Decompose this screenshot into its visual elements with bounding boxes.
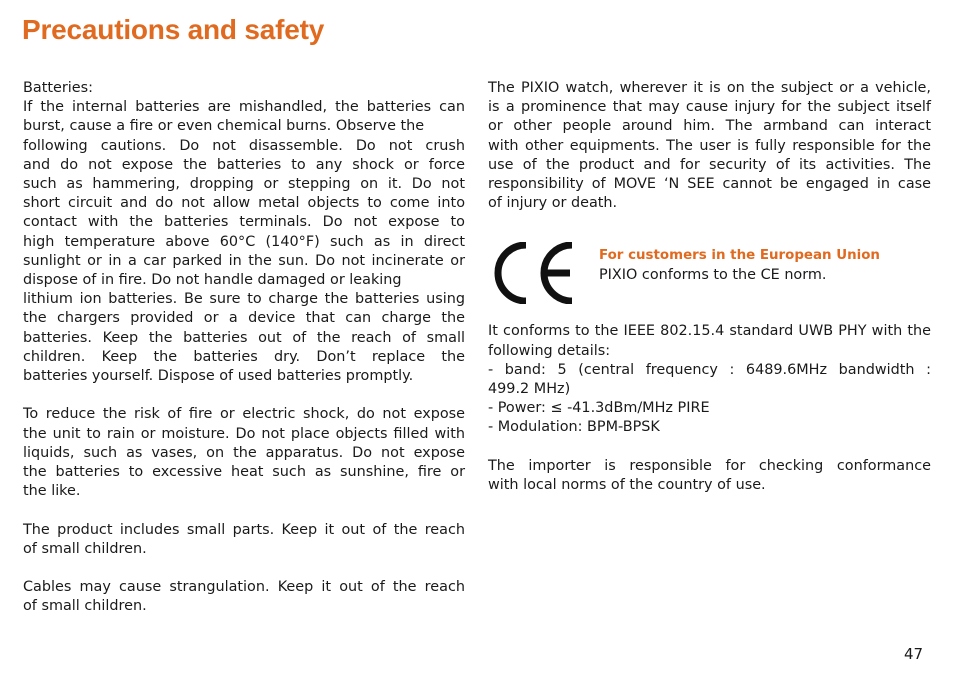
batteries-line: contact with the batteries terminals. Do not expose to: [23, 214, 465, 231]
cables-section: [23, 578, 465, 616]
batteries-line: the chargers provided or a device that can charge the: [23, 310, 465, 327]
ieee-section: [488, 322, 931, 437]
batteries-line: batteries yourself. Dispose of used batteries promptly.: [23, 368, 414, 385]
importer-section: [488, 457, 931, 495]
watch-line: responsibility of MOVE ‘N SEE cannot be engaged in case: [488, 176, 931, 193]
cables-line: Cables may cause strangulation. Keep it out of the reach: [23, 579, 465, 596]
eu-heading: For customers in the European Union: [599, 248, 880, 264]
batteries-line: burst, cause a fire or even chemical burns. Observe the: [23, 118, 425, 135]
watch-line: is a prominence that may cause injury for the subject itself: [488, 99, 931, 116]
watch-line: use of the product and for security of its activities. The: [488, 156, 931, 173]
page-title: Precautions and safety: [22, 14, 325, 45]
batteries-heading: Batteries:: [23, 80, 93, 96]
batteries-line: If the internal batteries are mishandled, the batteries can: [23, 99, 465, 116]
fire-line: the unit to rain or moisture. Do not place objects filled with: [23, 425, 465, 442]
ce-section: [488, 242, 931, 322]
left-column: [23, 79, 465, 636]
ieee-line: 499.2 MHz): [488, 381, 571, 398]
small-parts-line: The product includes small parts. Keep it out of the reach: [23, 521, 465, 538]
fire-line: the batteries to excessive heat such as sunshine, fire or: [23, 464, 465, 481]
page-number: 47: [904, 645, 924, 663]
watch-line: of injury or death.: [488, 195, 618, 212]
ieee-line: following details:: [488, 342, 611, 359]
batteries-line: lithium ion batteries. Be sure to charge the batteries using: [23, 291, 465, 308]
watch-line: with other equipments. The user is fully responsible for the: [488, 137, 931, 154]
fire-line: liquids, such as vases, on the apparatus. Do not expose: [23, 444, 465, 461]
ieee-line: - Power: ≤ -41.3dBm/MHz PIRE: [488, 400, 710, 417]
watch-line: The PIXIO watch, wherever it is on the subject or a vehicle,: [488, 80, 931, 96]
ieee-line: It conforms to the IEEE 802.15.4 standard UWB PHY with the: [488, 323, 931, 340]
ce-text: [599, 246, 880, 284]
batteries-line: children. Keep the batteries dry. Don’t replace the: [23, 348, 465, 365]
ce-mark-icon: [488, 242, 576, 304]
ieee-line: - Modulation: BPM-BPSK: [488, 419, 660, 436]
right-column: [488, 79, 931, 514]
small-parts-section: [23, 521, 465, 559]
watch-line: or other people around him. The armband can interact: [488, 118, 931, 135]
fire-section: [23, 405, 465, 501]
fire-line: To reduce the risk of fire or electric shock, do not expose: [23, 406, 465, 423]
ieee-line: - band: 5 (central frequency : 6489.6MHz bandwidth :: [488, 361, 931, 378]
ce-conformity: PIXIO conforms to the CE norm.: [599, 266, 827, 283]
batteries-line: and do not expose the batteries to any shock or force: [23, 156, 465, 173]
watch-section: [488, 79, 931, 213]
batteries-line: batteries. Keep the batteries out of the reach of small: [23, 329, 465, 346]
small-parts-line: of small children.: [23, 540, 147, 557]
batteries-section: [23, 79, 465, 386]
batteries-line: dispose of in fire. Do not handle damaged or leaking: [23, 272, 402, 289]
batteries-line: short circuit and do not allow metal objects to come into: [23, 195, 465, 212]
importer-line: with local norms of the country of use.: [488, 477, 766, 494]
fire-line: the like.: [23, 483, 81, 500]
importer-line: The importer is responsible for checking conformance: [488, 457, 931, 474]
cables-line: of small children.: [23, 598, 147, 615]
batteries-line: sunlight or in a car parked in the sun. Do not incinerate or: [23, 252, 465, 269]
batteries-line: high temperature above 60°C (140°F) such as in direct: [23, 233, 465, 250]
batteries-line: such as hammering, dropping or stepping on it. Do not: [23, 176, 465, 193]
batteries-line: following cautions. Do not disassemble. Do not crush: [23, 137, 465, 154]
